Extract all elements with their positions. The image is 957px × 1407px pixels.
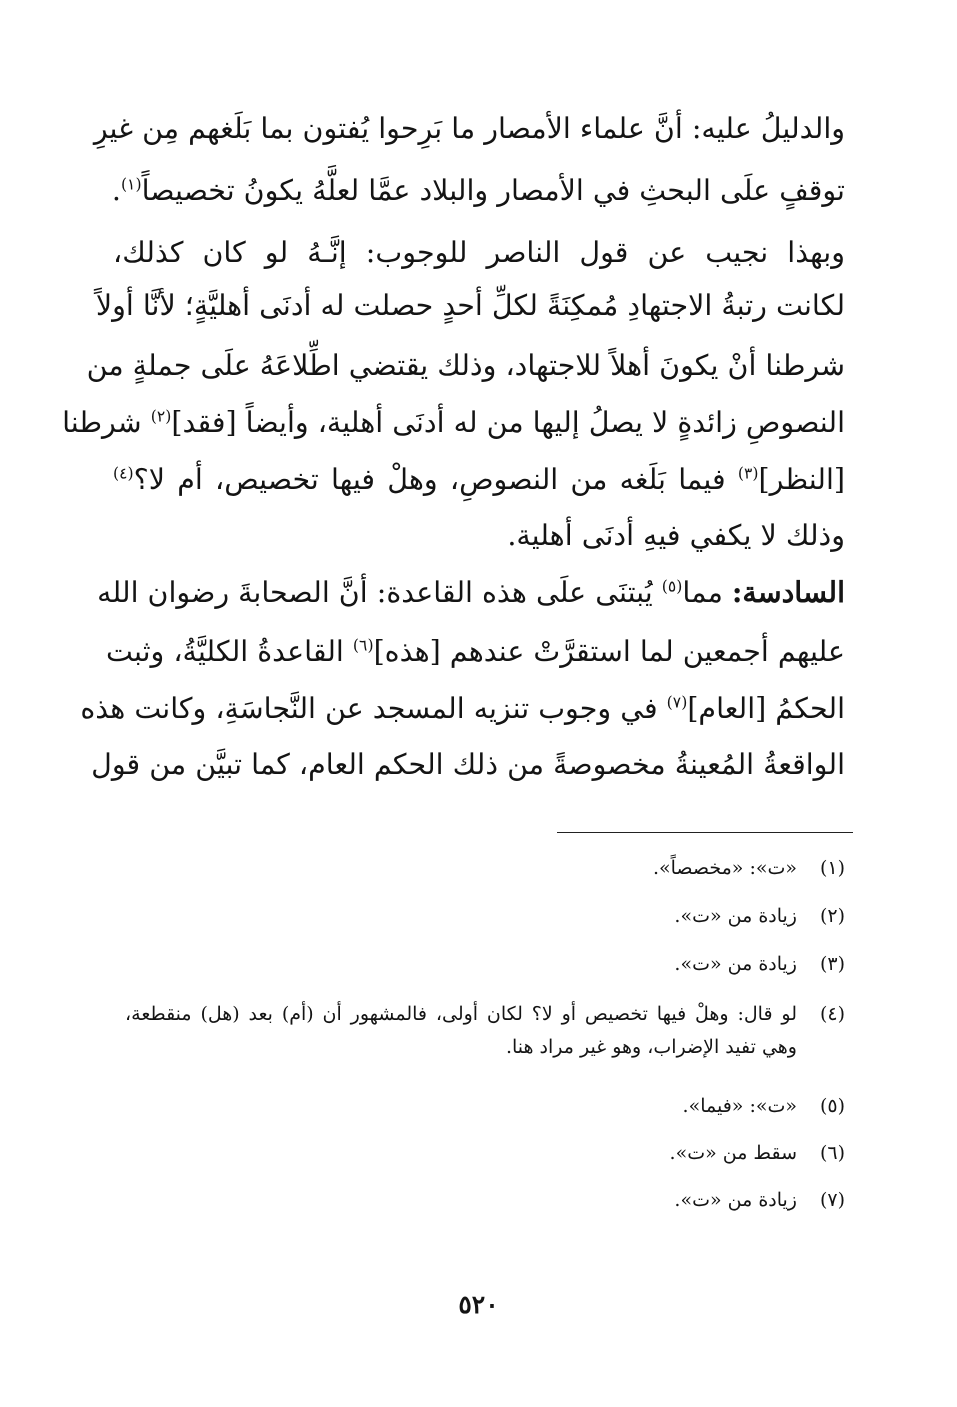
footnote-7 xyxy=(125,1187,845,1214)
footnote-2 xyxy=(125,903,845,930)
footnote-text: «ت»: «فيما». xyxy=(682,1095,797,1117)
footnote-ref-5: (٥) xyxy=(661,576,683,596)
body-line-3: وبهذا نجيب عن قول الناصر للوجوب: إنَّـهُ لو كان كذلك، xyxy=(113,236,845,269)
footnote-number: (٢) xyxy=(819,905,845,927)
footnote-number: (٧) xyxy=(819,1189,845,1211)
footnote-ref-2: (٢) xyxy=(150,406,172,426)
footnote-3 xyxy=(125,951,845,978)
footnote-ref-7: (٧) xyxy=(666,692,688,712)
footnote-ref-3: (٣) xyxy=(737,463,759,483)
footnote-text: زيادة من «ت». xyxy=(674,905,797,927)
body-line-1: والدليلُ عليه: أنَّ علماء الأمصار ما بَرِحوا يُفتون بما بَلَغهم مِن غيرِ xyxy=(93,112,845,145)
footnote-6 xyxy=(125,1140,845,1167)
footnote-text: لو قال: وهلْ فيها تخصيص أو لا؟ لكان أولى، فالمشهور أن (أم) بعد (هل) منقطعة، وهي تفيد الإضراب، وهو غير مراد هنا. xyxy=(125,1003,797,1058)
footnote-ref-4: (٤) xyxy=(113,463,134,483)
footnote-text: زيادة من «ت». xyxy=(674,1189,797,1211)
footnote-ref-6: (٦) xyxy=(352,635,374,655)
footnote-text: «ت»: «مخصصاً». xyxy=(652,857,797,879)
footnote-4 xyxy=(125,998,845,1063)
footnote-number: (٣) xyxy=(819,953,845,975)
body-line-5: شرطنا أنْ يكونَ أهلاً للاجتهاد، وذلك يقتضي اطِّلاعَهُ علَى جملةٍ من xyxy=(86,349,845,382)
body-line-8: وذلك لا يكفي فيهِ أدنَى أهلية. xyxy=(507,519,845,552)
body-line-12: الواقعةُ المُعينةُ مخصوصةً من ذلك الحكم العام، كما تبيَّن من قول xyxy=(91,748,845,781)
body-line-10: عليهم أجمعين لما استقرَّتْ عندهم [هذه]$^{(٦)}$ القاعدةُ الكليَّةُ، وثبت xyxy=(106,635,845,668)
footnote-text: زيادة من «ت». xyxy=(674,953,797,975)
footnote-1 xyxy=(125,855,845,882)
footnote-number: (٦) xyxy=(819,1142,845,1164)
body-line-9: السادسة: مما$^{(٥)}$ يُبتنَى علَى هذه القاعدة: أنَّ الصحابةَ رضوان الله xyxy=(97,575,845,609)
footnote-5 xyxy=(125,1093,845,1120)
body-line-2: توقفٍ علَى البحثِ في الأمصار والبلاد عمَّا لعلَّهُ يكونُ تخصيصاً$^{(١)}$. xyxy=(111,174,845,207)
body-line-11: الحكمُ [العام]$^{(٧)}$ في وجوب تنزيه المسجد عن النَّجاسَةِ، وكانت هذه xyxy=(80,692,845,725)
body-line-4: لكانت رتبةُ الاجتهادِ مُمكِنَةً لكلِّ أحدٍ حصلت له أدنَى أهليَّةٍ؛ لأنَّا أولاً xyxy=(95,289,845,322)
page-number: ٥٢٠ xyxy=(458,1290,499,1319)
footnote-ref-1: (١) xyxy=(120,174,142,194)
section-heading: السادسة: xyxy=(731,575,845,609)
footnote-number: (٤) xyxy=(819,1003,845,1025)
body-line-6: النصوصِ زائدةٍ لا يصلُ إليها من له أدنَى أهلية، وأيضاً [فقد]$^{(٢)}$ شرطنا xyxy=(62,406,845,439)
footnote-number: (١) xyxy=(819,857,845,879)
body-line-7: [النظر]$^{(٣)}$ فيما بَلَغه من النصوصِ، وهلْ فيها تخصيص، أم لا؟$^{(٤)}$ xyxy=(113,463,846,496)
footnote-text: سقط من «ت». xyxy=(669,1142,797,1164)
footnote-separator xyxy=(557,832,853,833)
footnote-number: (٥) xyxy=(819,1095,845,1117)
